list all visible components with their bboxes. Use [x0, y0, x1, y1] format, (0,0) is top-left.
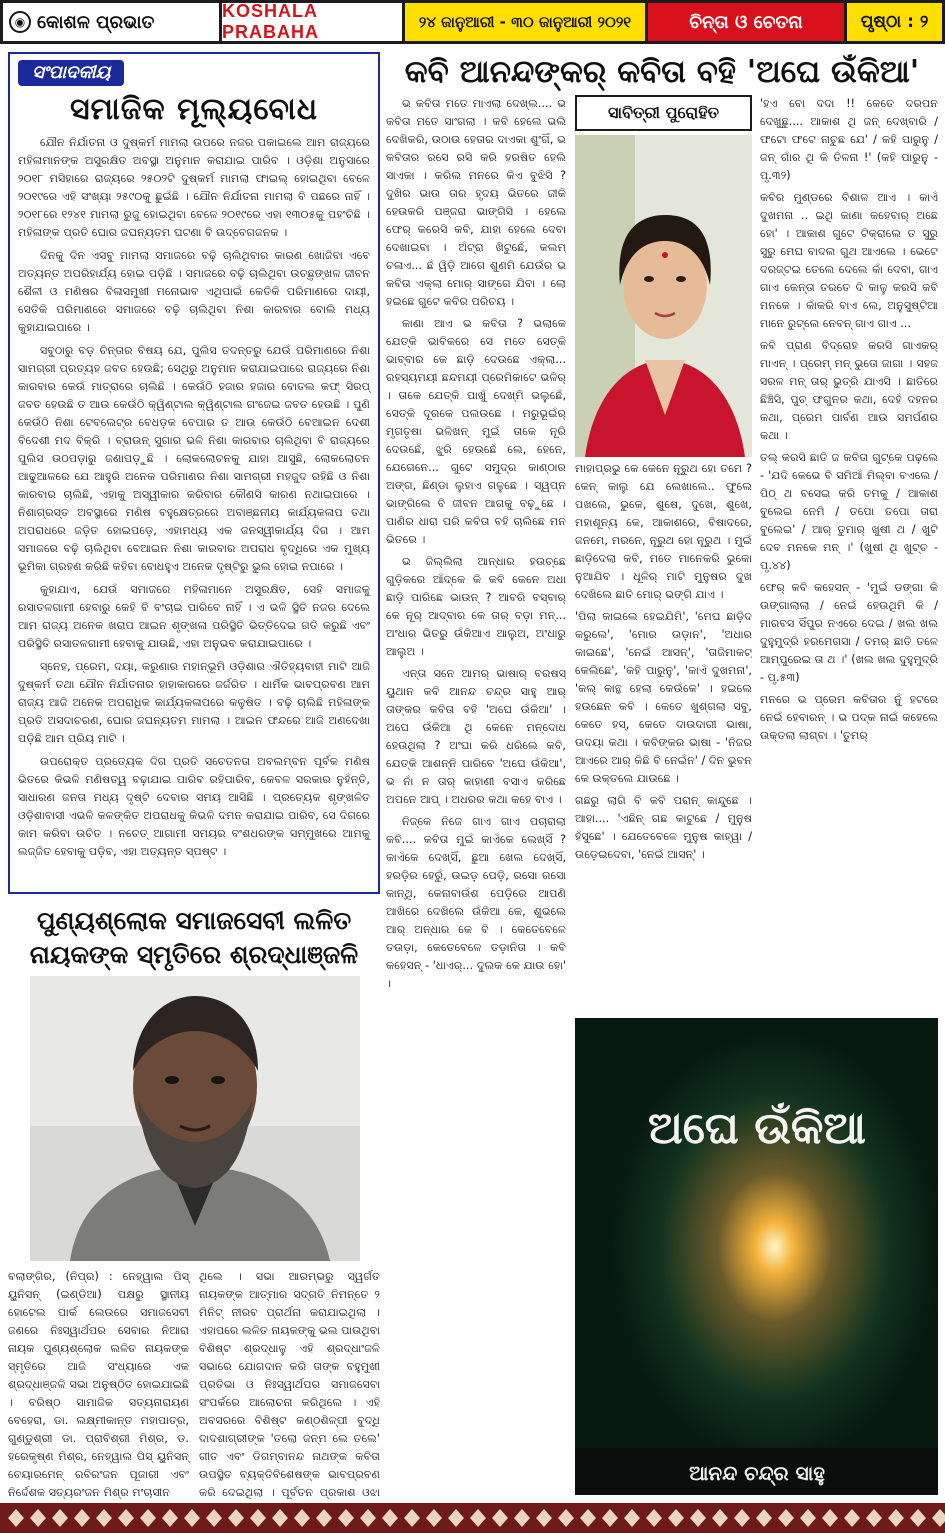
feature-paragraph: 'ହଏ ବୋ ଦଦା !! କେତେ ଦରପନ ଦେଖୁଛୁ.... ଆକାଶ ଥି ଜନ୍ ଦେଖ୍‌ବାରି / ଫଟୋ ଫଟେ ନାଚୁଛ ଯେ' / କହି ପାରୁନୁ / ଜନ୍ ଗାଁର ଥି କି ତିଳନା !' (କହି ପାରୁନୁ - ପୃ.୩୨): [760, 97, 938, 182]
feature-column-center: [575, 460, 752, 1005]
masthead-logo-text: କୋଶଳ ପ୍ରଭାତ: [37, 11, 155, 33]
feature-paragraph: ଭ ଜିଲ୍‌ଲିଲା ଆନ୍ଧାର ହଉଚ୍ଛେ ଗୁଡ଼ିକରେ ଆଁଦ୍‌କେ କି କବି କେନେ ଅଧା ଛାଡ଼ି ପାରିଛେ ଭାଉନ୍ ? ଆବରି ବସ୍‌ବାର୍ କେ ନୂର୍ ଆଦ୍‌ବାର କେ ତାର୍ ବଡ଼ା ମନ୍... ଅଂଧାର ଭିତରୁ ଉଁକିଆଏ ଆଲୁଅ, ଅଂଧାରୁ ଆଲୁଅ ।: [386, 555, 566, 658]
tribute-person-photo: [30, 976, 360, 1261]
masthead-section: ଚିନ୍ତା ଓ ଚେତନା: [648, 0, 844, 44]
feature-paragraph: ଭ କବିତା ମତେ ମାଏଲା ଦେଖ୍‌ଲ.... ଭ କବିତା ମତେ ସାଂଗଲା । କବି ହେଲେ ଭଲି ଦେଖିକରି, ଉଠାଉ ହେତାର ଦାଏକା ଶୁଂଗିଁ, ଭ କବିତାର ରସେ ରସି କରି ହରଷିତ ହେଲି ସାଏକା । କରିଲ ମନରେ କିଏ ବୁଝିସି ? ଦୁଖିର ଭାଉ ତାର ହୃଦୟ ଭିତରେ ଜୀକି ହେଉକରି ପଞ୍ଜରା ଭାଙ୍ଗିସି । ହେଲେ ଫେର୍ କରେସି କବି, ଯାହା ହେଲେ ଦେବା ଦେଖାଇବା । ଅଁଟ୍ରା ଖିଟୁଛେଁ, କଲମ୍ ଚଳାଏ... ଛଁ ୱିଡ଼ି ଆଗେ ଶୁଣମି ଯେଉଁର ଭ କବିତା ଏକ୍ଲା ମୋର୍ ସାଙ୍ଗେ ଯିବା । ଲୋ ହଇଛେ ଗୁଟେ କବିର ପରିଚୟ ।: [386, 97, 566, 308]
author-photo: [575, 135, 752, 457]
feature-column-right: [760, 95, 938, 1010]
book-cover-author: ଆନନ୍ଦ ଚନ୍ଦ୍ର ସାହୁ: [689, 1461, 825, 1485]
tribute-body: [8, 1268, 380, 1499]
feature-column-left: [386, 95, 566, 1495]
feature-headline: କବି ଆନନ୍ଦଙ୍କର୍ କବିତା ବହି 'ଅଘେ ଉଁକିଆ': [404, 54, 920, 90]
editorial-paragraph: ସ୍ନେହ, ପ୍ରେମ, ଦୟା, କରୁଣାର ମହାନ୍‌ଭୂମି ଓଡ଼ିଶାର ଐତିହ୍ୟବାହୀ ମାଟି ଆଜି ଦୁଷ୍କର୍ମ ତଥା ଯୌନ ନିର୍ଯାତନାର ହାହାକାରରେ ଜର୍ଜରିତ । ଧାର୍ମିକ ଭାବପ୍ରବଣ ଆମ ରାଜ୍ୟ ଆଜି ଅନେକ ଅପରାଧିକ କାର୍ଯ୍ୟକଳାପରେ କଳୁଷିତ । ବଢ଼ି ଚାଲିଛି ମହିଳାଙ୍କ ପ୍ରତି ଅସଦାଚରଣ, ଘୋର ଜଘନ୍ୟତମ ମାମଲା । ଆଇନ ଫନ୍ଦରେ ଆଜି ଅଣଦେଖା ପଡ଼ିଛି ଆମ ପ୍ରିୟ ମାଟି ।: [18, 660, 370, 745]
tribute-headline: ପୁଣ୍ୟଶ୍ଲୋକ ସମାଜସେବୀ ଲଳିତ ନାୟକଙ୍କ ସ୍ମୃତିରେ ଶ୍ରଦ୍ଧାଞ୍ଜଳି: [29, 906, 359, 969]
editorial-body: [18, 134, 370, 861]
decorative-footer-border: [0, 1503, 945, 1533]
masthead: [0, 0, 945, 44]
editorial-tag: ସଂପାଦକୀୟ: [18, 60, 124, 86]
newspaper-logo-icon: ◉: [9, 11, 31, 33]
feature-paragraph: କାଣା ଆଏ ଭ କବିତା ? ଭଲାକେ ଯେତ୍‌କି ଭାବିକରେ ସେ ମତେ ସେତ୍‌କି ଭାବ୍‌ବାର କେ ଛାଡ଼ି ଦେଉଛେ ଏକ୍‌ଲା... ରହସ୍ୟମୟୀ ଛନ୍ଦମୟୀ ପ୍ରେମିକାଟେ ଭଳିର୍ । ତାକେ ଯେତ୍‌କି ପାଖୁଁ ଦେଖ୍‌ମି ଭଲୁଛେଁ, ସେତ୍‌କି ଦୂରକେ ପଲଉଛେ । ମରୁଭୂଇଁର୍ ମୃଗତୃଷା ଭଳିଖନ୍ ମୁଇଁ ତାକେ ନୂରି ଦେଉଛେଁ, ଝୁରି ହେଉଛେଁ ଲେ, ହେନେ, ଯେଗେନେ... ଗୁଟେ ସମୁଦ୍ର କାଣ୍ଠାର ଅଙ୍ଗ, ଛିଣ୍ଡା ଲୁହାଏ ଗଳୁଛେ । ସ୍ୱପ୍ନ ଭାଙ୍ଗିଲେ ବି ଜୀବନ ଆଗକୁ ବଢ଼ୁଛେ । ପାଣିର ଧାରା ପରି କବିତା ବହି ଚାଲିଛେ ମନ ଭିତରେ ।: [386, 317, 566, 546]
masthead-date: ୨୪ ଜାନୁଆରୀ - ୩୦ ଜାନୁଆରୀ ୨୦୨୧: [402, 0, 648, 44]
feature-paragraph: ଫେର୍ କବି କହେସନ୍ - 'ମୁଇଁ ଡଙ୍ଗା କି ଉଙ୍ଗାଲାଲା / ନେଇଁ ହେଉଥିମି କି / ମାରବସ ସିଁପୁର ନଏରେ ଦେଇ / ଖଲ ଖଲ ଦୁହୁମୁଦ୍ରି ହରମେଗସା / ତମର୍ ଛାତି ତଳେ ଆମ୍ପୁରେଇ ତା ଥ ।' (ଖଲ ଖଲ ଦୁହୁମୁଦ୍ରି - ପୃ.୫୩): [760, 581, 938, 684]
feature-paragraph: କବି ପ୍ରାଣ ବିଦ୍ରୋହ କରସି ଗାଏକର୍ ମାଏନ୍ । ପ୍ରେମ୍ ମନ୍ ଭୁତୋ ଜାଗା । ସହଜ ସରଳ ମନ୍ ତାର୍ ଭୁତ୍ରି ଯାଏସି । ଛାତିରେ ଛିଞ୍ଚିସି, ପୁଚ୍ ଫଗୁନର କଥା, ଦେହଁ ଦହନର କଥା, ପ୍ରେମ ପାର୍ବଣ ଆଉ ସମର୍ପଣର କଥା ।: [760, 339, 938, 442]
masthead-logo: [0, 0, 222, 44]
feature-paragraph: ମନରେ ଭ ପ୍ରେମ କବିତାର ନୁଁ ହଟରେ ନେଇଁ ହେବାରନ୍ । ଭ ପଦ୍‌କ ନାଇଁ କହେଲେ ଉକ୍ତଲା ଲାଗ୍‌ବା । 'ତୁମର୍: [760, 693, 938, 742]
editorial-paragraph: କୁହାଯାଏ, ଯେଉଁ ସମାଜରେ ମହିଳାମାନେ ଅସୁରକ୍ଷିତ, ସେହି ସମାଜକୁ ରସାତଳଗାମୀ ହେବାରୁ କେହି ବି ବଂଚାଇ ପାରିବେ ନାହିଁ । ଏ ଭଳି ସ୍ଥିତି ନଜର ଦେଲେ ଆମ ରାଜ୍ୟ ଅନେକ ଖରାପ ଆଇନ ଶୃଙ୍ଖଳା ପରିସ୍ଥିତି ଭିତ୍ତିଦେଇ ଗତି କରୁଛି ଏବଂ ପରିସ୍ଥିତି ରସାତଳଗାମୀ ହେବାକୁ ଯାଉଛି, ଏହା ଅନୁଭବ କରାଯାଇପାରେ ।: [18, 583, 370, 650]
masthead-name: KOSHALA PRABAHA: [222, 0, 402, 44]
feature-paragraph: ତଲ୍ କରସି ଛାତି ଜ କବିତା ଗୁଟ୍‌କେ ପଢ଼ଲେ - 'ଯଦି କେଭେ ବି ସମିଆଁ ମିଲ୍‌ବା ବଏଲେ / ପିଠ୍ ଥ ବସେଇ କରି ତମକୁ / ଆକାଶ ବୁଲେଇ ନେମି / ତପୋ ତପୋ ତାରା ବୁଲେଇ' / ଆର୍ ତୁମାର୍ ଖୁଷୀ ଥ / ଖୁଟି ଦେବ ମନକେ ମନ୍ ।' (ଖୁଷୀ ଥି ଖୁଟ୍‌ଚ - ପୃ.୪୪): [760, 451, 938, 572]
feature-paragraph: କବିର ମୁଣ୍ଡରେ ବିଶାଳ ଆଏ । କାଏଁ ଦୁଖମନା .. ଇଥି କାଣା କହେବାର୍ ଅଛେ ହୋ' । ଆକାଶ ଗୁଟେ ଟିକ୍ରାଲେ ତ ସୁରୁ ସୁରୁ ମେଘ ବାଦଲ ଗୁଥ ଆଏଲେ । ଭେଟେ ଦରଜ୍‌ଟଇ ତେଲେ ଦେଲେ କାଁ ଦେବା, ଗାଏ ଗାଏ କେନ୍‌ତା ତରତେ ଦି କାଳୁ କରସି କବି ମନକେ । କାଁକରି ବାଏ ଲେ, ଅନୁସୁଷ୍ଟିଆ ମାନେ ରୁଟ୍‌ଲେ ନେବନ୍ ଗାଏ ଗାଏ ...: [760, 191, 938, 330]
tribute-column: ଥିଲେ । ସଭା ଆରମ୍ଭରୁ ସ୍ୱର୍ଗତ ନାୟକଙ୍କ ଆତ୍ମାର ସଦ୍‌ଗତି ନିମନ୍ତେ ୨ ମିନିଟ୍ ନୀରବ ପ୍ରାର୍ଥନା କରାଯାଇଥିଲା । ଏହାପରେ ଲଳିତ ନାୟକଙ୍କୁ ଭଲ ପାଉଥିବା ବିଶିଷ୍ଟ ଶ୍ରଦ୍ଧାଳୁ ଏହି ଶ୍ରଦ୍ଧାଂଜଳି ସଭାରେ ଯୋଗଦାନ କରି ତାଙ୍କ ବହୁମୁଖୀ ପ୍ରତିଭା ଓ ନିଃସ୍ୱାର୍ଥପର ସମାଜସେବା ସଂପର୍କରେ ଆଲୋଚନା କରିଥିଲେ । ଏହି ଅବସରରେ ବିଶିଷ୍ଟ କଣ୍ଠଶିଳ୍ପୀ ବୁଦ୍ଧି ଦାଦଶାଗ୍ରୀଙ୍କ 'ତଲୋ ଜନ୍ମ ଲେ ତଲେ' ଗୀତ ଏବଂ ଡିଗମ୍ବାନନ୍ଦ ନାଥଙ୍କ କବିତା ଉପସ୍ଥିତ ବ୍ୟକ୍ତିବିଶେଷଙ୍କ ଭାବପ୍ରବଣ କରି ଦେଇଥିଲା । ପୂର୍ବତନ ପ୍ରକାଶ ଓଝା: [199, 1270, 380, 1499]
editorial-paragraph: ଦିନକୁ ଦିନ ଏସବୁ ମାମଲା ସମାଜରେ ବଢ଼ି ଚାଲିଥିବାର କାରଣ ଖୋଜିବା ଏବେ ଅତ୍ୟନ୍ତ ଅପରିହାର୍ଯ୍ୟ ହୋଇ ପଡ଼ିଛି । ସମାଜରେ ବଢ଼ି ଚାଲିଥିବା ଉଚ୍ଛୃଙ୍ଖଳ ଜୀବନ ଶୈଳୀ ଓ ମଣିଷର ବିଳାସମୁଖୀ ମନୋଭାବ ଏଥିପାଇଁ କେତିକି ପରିମାଣରେ ଦାୟୀ, ସେତିକି ପରିମାଣରେ ସମାଜରେ ବଢ଼ି ଚାଲିଥିବା ନିଶା କାରବାର ବୋଲି ମଧ୍ୟ କୁହାଯାଇପାରେ ।: [18, 249, 370, 334]
editorial-paragraph: ଉପରୋକ୍ତ ପ୍ରତ୍ୟେକ ଦିଗ ପ୍ରତି ସଚେତନତା ଅବଲମ୍ବନ ପୂର୍ବକ ମଣିଷ ଭିତରେ କିଭଳି ମଣିଷତ୍ୱ ବଢ଼ାଯାଇ ପାରିବ ରହିପାରିବ, କେବଳ ସରକାର ନୁହଁନ୍ତି, ସାଧାରଣ ଜନତା ମଧ୍ୟ ଦୃଷ୍ଟି ଦେବାର ସମୟ ଆସିଛି । ପ୍ରତ୍ୟେକ ଶୃଙ୍ଖଳିତ ଓଡ଼ିଶାବାସୀ ଏଭଳି କଳଙ୍କିତ ଅପରାଧକୁ କିଭଳି ଦମନ କରାଯାଇ ପାରିବ, ସେ ଦିଗରେ କାମ କରିବା ଉଚିତ । ନଚେତ୍ ଆଗାମୀ ସମୟର ବଂଶଧରଙ୍କ ସମ୍ମୁଖରେ ଆମକୁ ଲଜ୍ଜିତ ହେବାକୁ ପଡ଼ିବ, ଏହା ଅତ୍ୟନ୍ତ ସ୍ପଷ୍ଟ ।: [18, 755, 370, 858]
feature-paragraph: ମାହାପ୍ରଭୁ କେ କେନେ ନୂରୁଥ ହୋ ତମେ ? କେନ୍ କାଲୁ ଯେ ଲେଖାଲେ.. ଫୁଲେ ପଖଲେ, ଭୁକେ, ଶୁଷେ, ଦୁଖେ, ଶୁଖେ, ମହାଶୂନ୍ୟ କେ, ଆକାଶରେ, ବିଷାଦରେ, ଜନମେ, ମରନେ, ନୂରୁଥ ହୋ ନୂରୁଥ । ମୁଇଁ ଛାଡ଼ିଦେଲା କବି, ମତେ ମାନେକରି ଭୁକୋ ନୁଆଯିବ । ଧୂଳିର୍ ମାଟି ମୁନୁଷର ଦୁଖ ଦେଖିଲେ ଛାତି ମୋର୍ ଭଙ୍ଗି ଯାଏ ।: [575, 462, 752, 601]
tribute-column: ବଲାଙ୍ଗିର, (ନିପ୍ର) : ନେହ୍ୱାଲ ପିସ୍ ୟୁନିସନ୍ (ଇଣ୍ଡିଆ) ପକ୍ଷରୁ ସ୍ଥାନୀୟ ହୋଟେଲ ପାର୍କ ଲେଉରେ ସମାଜସେବୀ ଜଣରେ ନିଃସ୍ୱାର୍ଥପର ସେବାର ନିଆରା ନାୟକ ପୁଣ୍ୟଶ୍ଲୋକ ଲଳିତ ନାୟକଙ୍କ ସ୍ମୃତିରେ ଆଜି ସଂଧ୍ୟାରେ ଏକ ଶ୍ରଦ୍ଧାଞ୍ଜଳି ସଭା ଅନୁଷ୍ଠିତ ହୋଇଯାଇଛି । ବରିଷ୍ଠ ସାମାଜିକ ସତ୍ୟନାରାୟଣ ବେହେରା, ଡା. ଲକ୍ଷ୍ମୀକାନ୍ତ ମହାପାତ୍ର, ଗୁଣ୍ଡୁଶ୍ରୀ ଡା. ପ୍ରାବିଶ୍ରୀ ମିଶ୍ର, ଡ. ହରେକୃଷ୍ଣ ମିଶ୍ର, ନେହ୍ୱାଲ ପିସ୍ ୟୁନିସନ୍ ଚେୟାରମେନ୍ ରବିରଂଜନ ପୂଜାରୀ ଏବଂ ନିର୍ଦ୍ଦେଶକ ସତ୍ୟରଂଜନ ମିଶ୍ର ମଂଚାସୀନ: [8, 1270, 189, 1499]
portrait-illustration: [30, 976, 360, 1261]
editorial-box: [8, 52, 380, 894]
masthead-page-number: ପୃଷ୍ଠା : ୨: [844, 0, 945, 44]
feature-paragraph: 'ପିଲା କାଇଲେ ହେଇଯିମି', 'ମେଘ ଛାଡ଼ିଦ କରୁଲେ', 'ମୋର ଉଡ଼ାନ', 'ଅଧାର କାଇଛେ', 'ନେଇଁ ଆସନ୍', 'ତାଜିମାକଟ୍ କେଲିଛେ', 'କହି ପାରୁନୁ', 'କାଏଁ ଦୁଖମନା', 'କଲ୍ କାନ୍ଥ ହେଲା କେଉଁକେ' । ହଇଲେ ହଉଛେନ କବି । କେତେ ଖୁଶ୍‌ଗଲା ସବୁ, କେତେ ହସ୍, କେତେ ଦାଉଦାରୀ ଭାଷା, ଉଦୟା କଥା । କବିଙ୍କର ଭାଷା - 'ନିଜର ଆଏରେ ଆର୍ କିଛି ବି ନେଇଁନ' / ଦିନ ଭୁବନ କେ ଉକ୍ତଲେ ଯାଉଛେ ।: [575, 610, 752, 785]
feature-paragraph: ଗଛରୁ ଲାଗି ବି କବି ପରାନ୍ କାନ୍ଦୁଛେ । ଆହା.... 'ଏଛିନ୍ ଗଛ କାଟୁଛେ / ମୁନୁଷ ହଁସୁଛେ' । ଯେତେବେଳେ ମୁନୁଷ କାହ୍ୱା / ଉଡ଼େଇଦେବା, 'ନେଇଁ ଆସନ୍' ।: [575, 794, 752, 861]
feature-paragraph: ଏନ୍‌ତା ସନେ ଆମର୍ ଭାଷାର୍ ବରଷସ୍ ୟୁଥାନ କବି ଆନନ୍ଦ ଚନ୍ଦ୍ର ସାହୁ ଆର୍ ତାଙ୍କର କବିତା ବହି 'ଅଘେ ଉଁକିଆ' । ଅଘେ ଉଁକିଆ ଥି କେନେ ମନ୍‌ଦୋଧ ହେଉଥିଲା ? ଅଂଘା କରି ଧରିଲେ କବି, ଯେତ୍‌କି ଆଶନ୍ନି ପାରିବେ 'ଅଘେ ଉଁକିଆ', ଭ ନାଁ ନ ତାର୍ କାହାଣୀ ବସାଏ କରିଛେ ଅପନେ ଆପ୍ । ଅଧରର କଥା କହେ ବାଏ ।: [386, 667, 566, 806]
feature-paragraph: ନିଜ୍‌କେ ନିଜେ ଗାଏ ଗାଏ ପଚାରାଲା କବି.... କବିତା ମୁଇଁ କାଏଁକେ ଲେଖ୍‌ସିଁ ? କାଏଁକେ ଦେଖ୍‌ସିଁ, ଛୁଆ ଖେଲ ଦେଖ୍‌ସିଁ, ହରଡ଼ିର ହେରୁଁ, ଉଇଡ଼ ପେଡ଼ି, ରସୋ ରସୋ କାନ୍‌ଥି, କେନାବାଉଁଶ ପେଡ଼ିରେ ଆପଣି ଆଖିରେ ଦେଖିଲେ ଉଁକିଆ କେ, ଶୁଭଲେ ଆର୍ ଅନ୍ଧାର କେ ବି । କେତେବେଳେ ତଉଡ଼ା, କେତେବେଳେ ତଡ଼ାନିତା । କବି କହେସନ୍ - 'ଧାଏର୍... ଦୁଲକ କେ ଯାଉ ହୋ' ।: [386, 815, 566, 990]
author-byline: ସାବିତ୍ରୀ ପୁରୋହିତ: [575, 95, 752, 131]
book-cover-illustration: [575, 1018, 938, 1495]
author-portrait-illustration: [575, 135, 752, 457]
editorial-paragraph: ଯୌନ ନିର୍ଯାତନା ଓ ଦୁଷ୍କର୍ମ ମାମଲା ଉପରେ ନଜର ପକାଇଲେ ଆମ ରାଜ୍ୟରେ ମହିଳାମାନଙ୍କ ଅସୁରକ୍ଷିତ ଅବସ୍ଥା ଅନୁମାନ କରାଯାଇ ପାରିବ । ଓଡ଼ିଶା ଅନୁସାରେ ୨୦୧୮ ମସିହାରେ ରାଜ୍ୟରେ ୨୫୦୨ଟି ଦୁଷ୍କର୍ମ ମାମଲା ଫାଇଲ୍ ହୋଇଥିବା ବେଳେ ୨୦୧୯ରେ ଏହି ସଂଖ୍ୟା ୨୫୯୦କୁ ଛୁଇଁଛି । ଯୌନ ନିର୍ଯାତନା ମାମଲା ବି ପଛରେ ନାହିଁ । ୨୦୧୮ରେ ୧୨୪୧ ମାମଲା ରୁଜୁ ହୋଇଥିବା ବେଳେ ୨୦୧୯ରେ ଏହା ୧୩୦୫କୁ ପହଂଚିଛି । ମହିଳାଙ୍କ ପ୍ରତି ଘୋର ଜଘନ୍ୟତମ ଘଟଣା ବି ଉଦ୍‌ବେଗଜନକ ।: [18, 136, 370, 239]
editorial-title: ସମାଜିକ ମୂଲ୍ୟବୋଧ: [69, 92, 319, 127]
book-cover: [575, 1018, 938, 1495]
editorial-paragraph: ସବୁଠାରୁ ବଡ଼ ଚିନ୍ତାର ବିଷୟ ଯେ, ପୁଲିସ ତଦନ୍ତରୁ ଯେଉଁ ପରିମାଣରେ ନିଶା ସାମଗ୍ରୀ ପ୍ରତ୍ୟହ ଜବତ ହେଉଛି; ସେଥିରୁ ଅନୁମାନ କରାଯାଇପାରେ ରାଜ୍ୟରେ ନିଶା କାରବାର କେଉଁ ମାତ୍ରାରେ ଚାଲିଛି । କେଉଁଠି ହଜାର ହଜାର ବୋତଲ କଫ୍ ସିରପ୍ ଜବତ ହେଉଛି ତ ଆଉ କେଉଁଠି କ୍ୱିଣ୍ଟାଲ କ୍ୱିଣ୍ଟାଲ ଗଂଜେଇ ଜବତ ହେଉଛି । ପୁଣି କେଉଁଠି ନିଶା ଟେବଲେଟ୍‌ର ବେଧଡ଼କ ବେପାର ତ ଆଉ କେଉଁଠି ବେଆଇନ ଦେଶୀ ବିଦେଶୀ ମଦ ବିକ୍ରି । ବ୍ରାଉନ୍ ସୁଗାର ଭଳି ନିଶା କାରବାର ଚାଲିଥିବା ବି ରାଜ୍ୟରେ ପୁଲିସ ଉଠପଡ଼ାରୁ ଜଣାପଡ଼ୁଛି । ଲୋକଲୋଚନକୁ ଯାହା ଆସୁଛି, ଲୋକଲୋଚନ ଆଢୁଆଳରେ ଯେ ଆହୁରି ଅନେକ ପରିମାଣର ନିଶା ସାମଗ୍ରୀ ମହଜୁଦ ରହିଛି ଓ ନିଶା କାରବାର ଚାଲିଛି, ଏହାକୁ ଅସ୍ୱୀକାର କରିବାର କୌଣସି କାରଣ ନଥାଇପାରେ । ନିଶାଗ୍ରସ୍ତ ଅବସ୍ଥାରେ ମଣିଷ ବହୁକ୍ଷେତ୍ରରେ ଅବାଞ୍ଛନୀୟ କାର୍ଯ୍ୟକଳାପ ତଥା ଅପରାଧରେ ଜଡ଼ିତ ହୋଇପଡ଼େ, ଏହାମଧ୍ୟ ଏକ ଜନସ୍ୱୀକାର୍ଯ୍ୟ ଦିଗ । ଆମ ସମାଜରେ ବଢ଼ି ଚାଲିଥିବା ବେଆଇନ ନିଶା କାରବାର ଅପରାଧ ବୃଦ୍ଧିରେ ଏକ ମୁଖ୍ୟ ଭୂମିକା ଗ୍ରହଣ କରିଛି କହିବା ବୋଧହୁଏ ଅନେକ ଦୃଷ୍ଟିରୁ ଭୁଲ ହୋଇ ନପାରେ ।: [18, 344, 370, 573]
book-cover-title: ଅଘେ ଉଁକିଆ: [648, 1103, 866, 1154]
